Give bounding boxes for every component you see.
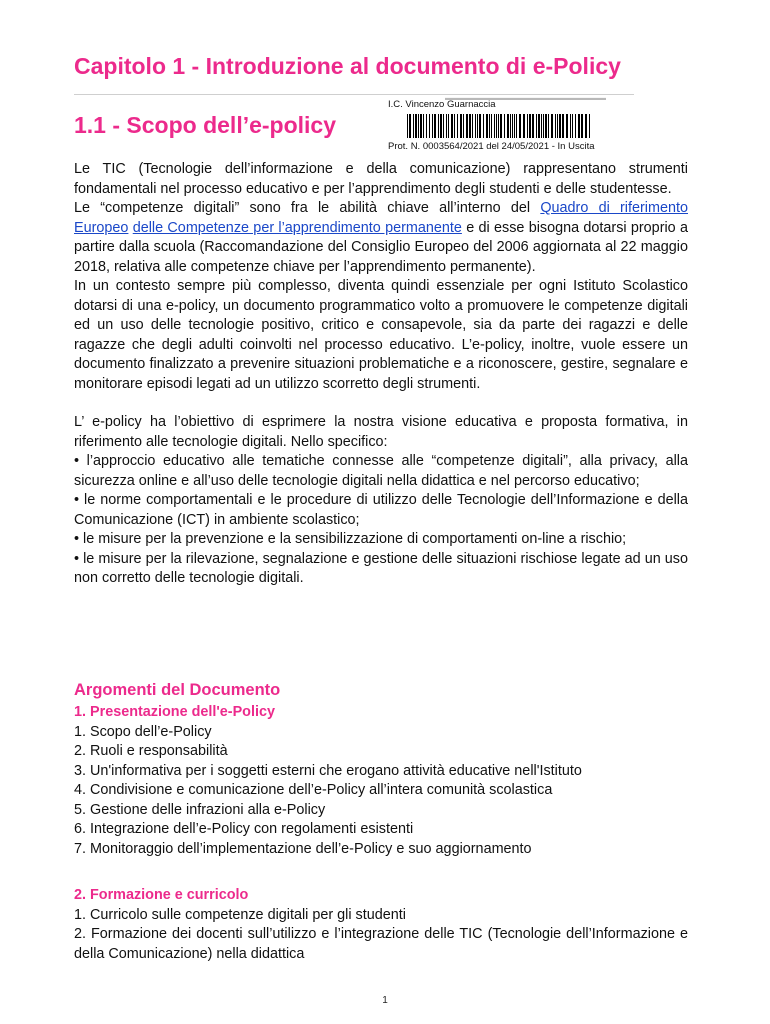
section-1-list [74, 703, 688, 859]
list-item: 6. Integrazione dell’e-Policy con regolamenti esistenti [74, 821, 414, 837]
section-2-list [74, 886, 688, 964]
page-number: 1 [382, 995, 388, 1006]
intro-paragraph-1: Le TIC (Tecnologie dell’informazione e della comunicazione) rappresentano strumenti fondamentali nel processo educativo e per l’apprendimento degli studenti e delle studentesse. [74, 161, 688, 197]
list-item: 1. Curricolo sulle competenze digitali per gli studenti [74, 906, 406, 923]
bullet-item: • le misure per la prevenzione e la sensibilizzazione di comportamenti on-line a rischio; [74, 531, 627, 547]
intro-paragraph-2-end: e di esse bisogna dotarsi proprio a partire dalla scuola (Raccomandazione del Consiglio Europeo del 2006 aggiornata al 22 maggio 2018, relativa alle competenze chiave per l’apprendimento permanente). [74, 219, 688, 275]
argomenti-heading: Argomenti del Documento [74, 681, 281, 699]
stamp-faint-mark: ▬▬▬▬▬▬▬▬▬▬▬▬▬▬▬▬▬▬▬▬▬▬▬ [445, 95, 606, 102]
list-item: 4. Condivisione e comunicazione dell’e-Policy all’intera comunità scolastica [74, 782, 553, 798]
section-heading: 1.1 - Scopo dell’e-policy [74, 112, 337, 138]
stamp-school-name: I.C. Vincenzo Guarnaccia [388, 99, 496, 110]
list-item: 1. Scopo dell’e-Policy [74, 723, 212, 740]
list-item: 5. Gestione delle infrazioni alla e-Policy [74, 801, 326, 818]
intro-paragraph-2 [74, 199, 688, 277]
competenze-apprendimento-link[interactable]: delle Competenze per l’apprendimento permanente [132, 219, 462, 236]
intro-body [74, 160, 688, 589]
quadro-riferimento-link[interactable]: Quadro di riferimento Europeo [74, 200, 688, 236]
section-1-title: 1. Presentazione dell'e-Policy [74, 704, 275, 720]
intro-paragraph-4: L’ e-policy ha l’obiettivo di esprimere la nostra visione educativa e proposta formativa, in riferimento alle tecnologie digitali. Nello specifico: [74, 414, 688, 450]
intro-paragraph-3: In un contesto sempre più complesso, diventa quindi essenziale per ogni Istituto Scolastico dotarsi di una e-policy, un documento programmatico volto a promuovere le competenze digitali ed un uso delle tecnologie positivo, critico e consapevole, sia da parte dei ragazzi e delle ragazze che degli adulti coinvolti nel processo educativo. L’e-policy, inoltre, vuole essere un documento finalizzato a prevenire situazioni problematiche e a riconoscere, gestire, segnalare e monitorare episodi legati ad un utilizzo scorretto degli strumenti. [74, 278, 688, 392]
list-item: 7. Monitoraggio dell’implementazione dell’e-Policy e suo aggiornamento [74, 840, 532, 857]
list-item: 2. Formazione dei docenti sull’utilizzo e l’integrazione delle TIC (Tecnologie dell’Informazione e della Comunicazione) nella didattica [74, 926, 688, 962]
barcode-image [407, 114, 593, 138]
section-2-title: 2. Formazione e curricolo [74, 887, 249, 903]
list-item: 2. Ruoli e responsabilità [74, 743, 228, 759]
bullet-item: • le norme comportamentali e le procedure di utilizzo delle Tecnologie dell’Informazione e della Comunicazione (ICT) in ambiente scolastico; [74, 492, 688, 528]
bullet-item: • l’approccio educativo alle tematiche connesse alle “competenze digitali”, alla privacy, alla sicurezza online e all’uso delle tecnologie digitali nella didattica e nel percorso educativo; [74, 453, 688, 489]
bullet-item: • le misure per la rilevazione, segnalazione e gestione delle situazioni rischiose legate ad un uso non corretto delle tecnologie digitali. [74, 550, 688, 586]
stamp-protocol-text: Prot. N. 0003564/2021 del 24/05/2021 - In Uscita [388, 141, 595, 152]
paragraph-gap [74, 394, 688, 413]
chapter-heading: Capitolo 1 - Introduzione al documento di e-Policy [74, 53, 621, 79]
list-item: 3. Un'informativa per i soggetti esterni che erogano attività educative nell'Istituto [74, 762, 582, 779]
intro-paragraph-2-start: Le “competenze digitali” sono fra le abilità chiave all’interno del [74, 200, 541, 216]
